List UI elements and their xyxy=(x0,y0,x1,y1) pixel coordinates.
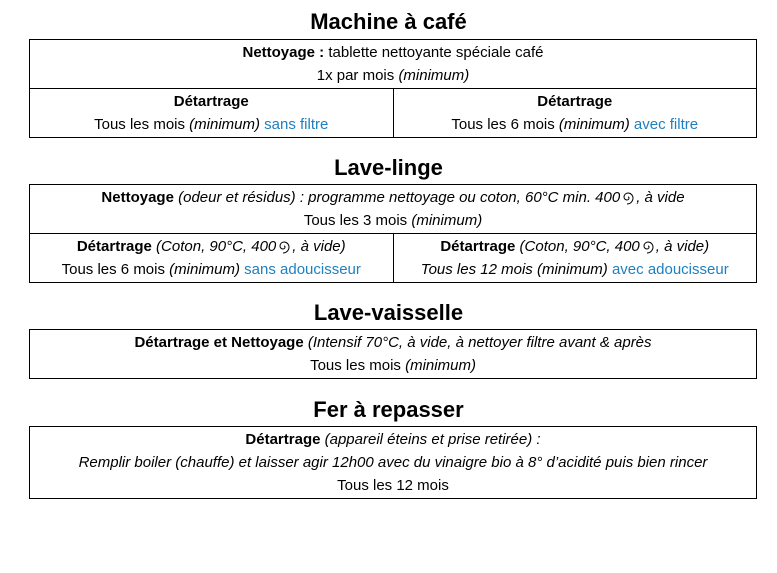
label-detartrage: Détartrage xyxy=(245,431,321,448)
cell-detartrage-right xyxy=(393,89,757,138)
label-nettoyage: Nettoyage : xyxy=(242,44,325,61)
label-detartrage: Détartrage xyxy=(76,238,152,255)
section-title-lave-vaisselle: Lave-vaisselle xyxy=(313,300,464,325)
freq-pre: Tous les 6 mois xyxy=(451,116,559,133)
label-detartrage: Détartrage xyxy=(440,238,516,255)
freq-pre: 1x par mois xyxy=(316,67,399,84)
cell-detartrage-left xyxy=(30,234,394,283)
freq-italic: (minimum) xyxy=(169,261,240,278)
params: (Intensif 70°C, à vide, à nettoyer filtre avant & après xyxy=(303,334,652,351)
section-title-machine-cafe: Machine à café xyxy=(310,9,467,34)
section-title-lave-linge: Lave-linge xyxy=(334,155,443,180)
cell-nettoyage xyxy=(30,185,757,234)
params: (appareil éteins et prise retirée) : xyxy=(320,431,541,448)
spin-speed-icon xyxy=(620,189,636,205)
section-title-fer-a-repasser: Fer à repasser xyxy=(313,397,464,422)
condition-blue: avec adoucisseur xyxy=(607,261,729,278)
spin-speed-icon xyxy=(276,238,292,254)
table-fer-a-repasser xyxy=(29,426,757,499)
freq-pre: Tous les 6 mois xyxy=(61,261,170,278)
detartrage-params-after: , à vide) xyxy=(655,238,710,255)
text-nettoyage: tablette nettoyante spéciale café xyxy=(324,44,544,61)
freq-pre: Tous les mois xyxy=(310,357,406,374)
text-nettoyage: (odeur et résidus) : programme nettoyage ou coton, 60°C min. 400 xyxy=(173,189,621,206)
cell-detartrage-nettoyage xyxy=(30,330,757,379)
frequency: Tous les 12 mois xyxy=(337,477,449,494)
freq-italic: (minimum) xyxy=(411,212,483,229)
table-machine-cafe xyxy=(29,39,757,138)
table-lave-vaisselle xyxy=(29,329,757,379)
freq-italic: Tous les 12 mois (minimum) xyxy=(420,261,608,278)
condition-blue: sans filtre xyxy=(260,116,329,133)
table-lave-linge xyxy=(29,184,757,283)
label-nettoyage: Nettoyage xyxy=(101,189,174,206)
cell-detartrage-right xyxy=(393,234,757,283)
cell-nettoyage xyxy=(30,40,757,89)
spin-speed-icon xyxy=(640,238,656,254)
label-detartrage: Détartrage xyxy=(173,93,249,110)
label-detartrage: Détartrage xyxy=(537,93,613,110)
freq-italic: (minimum) xyxy=(189,116,260,133)
detartrage-params: (Coton, 90°C, 400 xyxy=(151,238,277,255)
detartrage-params: (Coton, 90°C, 400 xyxy=(515,238,640,255)
text-nettoyage-after: , à vide xyxy=(636,189,685,206)
label-detartrage-nettoyage: Détartrage et Nettoyage xyxy=(134,334,304,351)
freq-italic: (minimum) xyxy=(558,116,630,133)
cell-detartrage xyxy=(30,427,757,499)
freq-italic: (minimum) xyxy=(398,67,470,84)
freq-italic: (minimum) xyxy=(405,357,476,374)
detartrage-params-after: , à vide) xyxy=(292,238,346,255)
condition-blue: avec filtre xyxy=(629,116,699,133)
freq-pre: Tous les 3 mois xyxy=(303,212,412,229)
instructions: Remplir boiler (chauffe) et laisser agir 12h00 avec du vinaigre bio à 8° d’acidité puis bien rincer xyxy=(78,454,708,471)
condition-blue: sans adoucisseur xyxy=(239,261,361,278)
cell-detartrage-left xyxy=(30,89,394,138)
freq-pre: Tous les mois xyxy=(94,116,190,133)
